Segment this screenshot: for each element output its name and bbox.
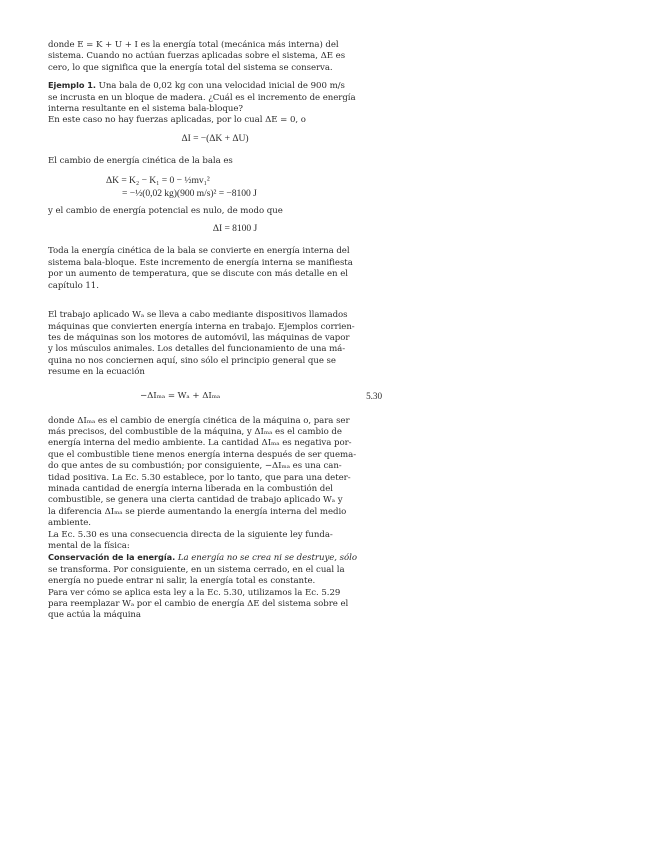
document-page bbox=[48, 40, 382, 622]
text-line: resume en la ecuación bbox=[48, 367, 145, 378]
text-line: minada cantidad de energía interna liberada en la combustión del bbox=[48, 483, 333, 494]
equation-internal-energy: ΔI = −(ΔK + ΔU) bbox=[181, 132, 249, 144]
text-line: que el combustible tiene menos energía interna después de ser quema- bbox=[48, 449, 357, 460]
text-line: mental de la física: bbox=[48, 541, 130, 551]
text-line: sistema bala-bloque. Este incremento de energía interna se manifiesta bbox=[48, 257, 353, 268]
example-label: Ejemplo 1. bbox=[48, 80, 96, 91]
equation-5-30 bbox=[48, 391, 382, 404]
text-line: capítulo 11. bbox=[48, 280, 99, 291]
text-line: para reemplazar Wₐ por el cambio de energía ΔE del sistema sobre el bbox=[48, 599, 349, 610]
equation-number: 5.30 bbox=[366, 390, 382, 401]
text-line: donde ΔIₘₐ es el cambio de energía cinética de la máquina o, para ser bbox=[48, 415, 350, 426]
text-line: Una bala de 0,02 kg con una velocidad inicial de 900 m/s bbox=[98, 81, 345, 92]
equation-kinetic-energy bbox=[106, 174, 382, 200]
text-line: y los músculos animales. Los detalles del funcionamiento de una má- bbox=[48, 344, 346, 355]
equation-line: ΔK = K₂ − K₁ = 0 − ½mv₁² bbox=[106, 174, 210, 186]
text-line: energía no puede entrar ni salir, la energía total es constante. bbox=[48, 576, 316, 587]
text-line: más precisos, del combustible de la máquina, y ΔIₘₐ es el cambio de bbox=[48, 426, 342, 437]
text-line: cero, lo que significa que la energía total del sistema se conserva. bbox=[48, 62, 333, 73]
text-line: la diferencia ΔIₘₐ se pierde aumentando la energía interna del medio bbox=[48, 506, 347, 517]
text-line: tes de máquinas son los motores de automóvil, las máquinas de vapor bbox=[48, 332, 350, 343]
text-line: se incrusta en un bloque de madera. ¿Cuál es el incremento de energía bbox=[48, 92, 356, 103]
text-line: quina no nos conciernen aquí, sino sólo el principio general que se bbox=[48, 355, 336, 366]
example-first-line bbox=[48, 80, 382, 92]
text-line: La energía no se crea ni se destruye, sólo bbox=[177, 553, 357, 564]
text-line: En este caso no hay fuerzas aplicadas, por lo cual ΔE = 0, o bbox=[48, 115, 306, 126]
equation-text: −ΔIₘₐ = Wₐ + ΔIₘₐ bbox=[140, 390, 221, 401]
text-line: La Ec. 5.30 es una consecuencia directa de la siguiente ley funda- bbox=[48, 529, 333, 540]
text-line: do que antes de su combustión; por consiguiente, −ΔIₘₐ es una can- bbox=[48, 461, 342, 472]
equation-result: ΔI = 8100 J bbox=[212, 223, 258, 235]
equation-line: = −½(0,02 kg)(900 m/s)² = −8100 J bbox=[122, 187, 257, 199]
text-line: El trabajo aplicado Wₐ se lleva a cabo mediante dispositivos llamados bbox=[48, 310, 348, 321]
text-line: interna resultante en el sistema bala-bloque? bbox=[48, 104, 243, 115]
law-label: Conservación de la energía. bbox=[48, 552, 176, 563]
text-line: combustible, se genera una cierta cantidad de trabajo aplicado Wₐ y bbox=[48, 495, 343, 506]
text-line: que actúa la máquina bbox=[48, 610, 141, 621]
text-line: y el cambio de energía potencial es nulo, de modo que bbox=[48, 205, 283, 216]
text-line: ambiente. bbox=[48, 518, 91, 529]
text-line: energía interna del medio ambiente. La cantidad ΔIₘₐ es negativa por- bbox=[48, 438, 352, 449]
text-line: se transforma. Por consiguiente, en un sistema cerrado, en el cual la bbox=[48, 564, 345, 575]
text-line: El cambio de energía cinética de la bala es bbox=[48, 156, 233, 167]
text-line: por un aumento de temperatura, que se discute con más detalle en el bbox=[48, 269, 348, 280]
law-first-line bbox=[48, 552, 382, 564]
text-line: máquinas que convierten energía interna en trabajo. Ejemplos corrien- bbox=[48, 321, 355, 332]
text-line: donde E = K + U + I es la energía total (mecánica más interna) del bbox=[48, 40, 339, 50]
text-line: Para ver cómo se aplica esta ley a la Ec. 5.30, utilizamos la Ec. 5.29 bbox=[48, 587, 341, 598]
text-line: sistema. Cuando no actúan fuerzas aplicadas sobre el sistema, ΔE es bbox=[48, 51, 346, 62]
text-line: tidad positiva. La Ec. 5.30 establece, por lo tanto, que para una deter- bbox=[48, 472, 351, 483]
text-line: Toda la energía cinética de la bala se convierte en energía interna del bbox=[48, 246, 350, 257]
